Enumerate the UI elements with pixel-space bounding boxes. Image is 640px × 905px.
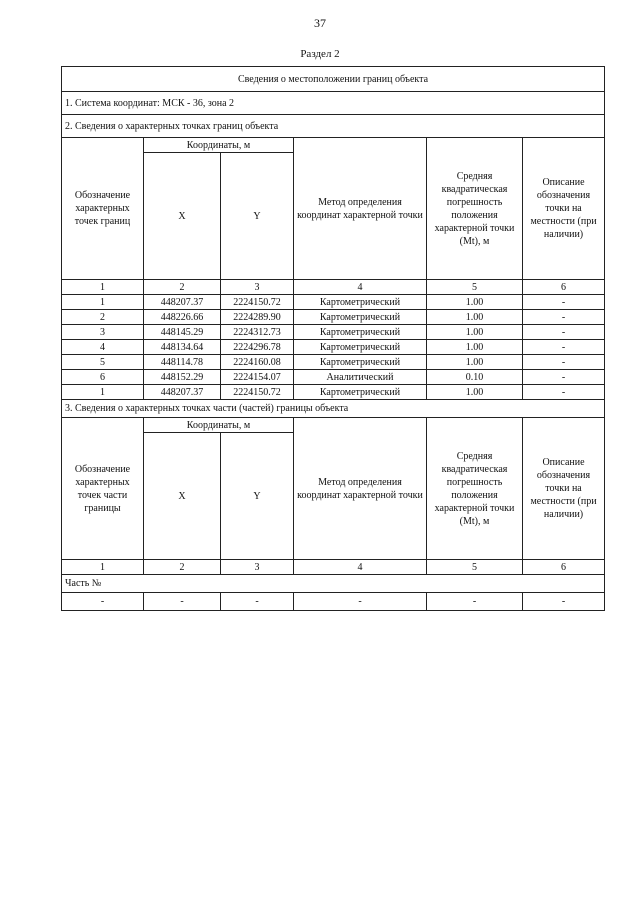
cell-desc: - bbox=[523, 325, 605, 340]
cell-x: 448226.66 bbox=[144, 310, 221, 325]
cell-error: 1.00 bbox=[427, 310, 523, 325]
block1-header-error: Средняя квадратическая погрешность положения характерной точки (Mt), м bbox=[427, 138, 523, 280]
block2-header-error: Средняя квадратическая погрешность положения характерной точки (Mt), м bbox=[427, 418, 523, 560]
col-number: 2 bbox=[144, 560, 221, 575]
cell-error: 1.00 bbox=[427, 385, 523, 400]
table-row bbox=[62, 385, 605, 400]
block1-header-y: Y bbox=[221, 153, 294, 280]
part-label: Часть № bbox=[62, 575, 605, 593]
col-number: 5 bbox=[427, 280, 523, 295]
cell-error: 1.00 bbox=[427, 355, 523, 370]
cell-error: 1.00 bbox=[427, 295, 523, 310]
block2-header-method: Метод определения координат характерной точки bbox=[294, 418, 427, 560]
col-number: 6 bbox=[523, 560, 605, 575]
cell-method: Картометрический bbox=[294, 385, 427, 400]
cell-y: 2224154.07 bbox=[221, 370, 294, 385]
col-number: 4 bbox=[294, 280, 427, 295]
cell-point: 1 bbox=[62, 295, 144, 310]
cell-desc: - bbox=[523, 355, 605, 370]
cell-point: 3 bbox=[62, 325, 144, 340]
cell-point: 4 bbox=[62, 340, 144, 355]
cell-method: Картометрический bbox=[294, 295, 427, 310]
cell-method: Картометрический bbox=[294, 355, 427, 370]
block2-header-y: Y bbox=[221, 433, 294, 560]
cell-x: 448152.29 bbox=[144, 370, 221, 385]
block1-title: 2. Сведения о характерных точках границ объекта bbox=[62, 115, 605, 138]
table-row bbox=[62, 370, 605, 385]
cell-y: 2224312.73 bbox=[221, 325, 294, 340]
block2-col-numbers bbox=[62, 560, 605, 575]
block2-header-coords: Координаты, м bbox=[144, 418, 294, 433]
table-row bbox=[62, 593, 605, 611]
cell-method: - bbox=[294, 593, 427, 611]
cell-desc: - bbox=[523, 310, 605, 325]
cell-x: 448134.64 bbox=[144, 340, 221, 355]
block2-header-x: X bbox=[144, 433, 221, 560]
col-number: 3 bbox=[221, 280, 294, 295]
table-title: Сведения о местоположении границ объекта bbox=[62, 67, 605, 92]
cell-x: 448145.29 bbox=[144, 325, 221, 340]
col-number: 3 bbox=[221, 560, 294, 575]
block1-header-point: Обозначение характерных точек границ bbox=[62, 138, 144, 280]
block1-col-numbers bbox=[62, 280, 605, 295]
cell-x: 448114.78 bbox=[144, 355, 221, 370]
cell-desc: - bbox=[523, 385, 605, 400]
table-row bbox=[62, 310, 605, 325]
coord-system: 1. Система координат: МСК - 36, зона 2 bbox=[62, 92, 605, 115]
table-row bbox=[62, 325, 605, 340]
cell-y: - bbox=[221, 593, 294, 611]
cell-y: 2224160.08 bbox=[221, 355, 294, 370]
cell-error: 1.00 bbox=[427, 325, 523, 340]
page-number: 37 bbox=[314, 16, 326, 30]
cell-desc: - bbox=[523, 295, 605, 310]
block1-header-x: X bbox=[144, 153, 221, 280]
cell-error: 1.00 bbox=[427, 340, 523, 355]
cell-error: - bbox=[427, 593, 523, 611]
block2-header-desc: Описание обозначения точки на местности (при наличии) bbox=[523, 418, 605, 560]
cell-desc: - bbox=[523, 340, 605, 355]
cell-point: - bbox=[62, 593, 144, 611]
cell-desc: - bbox=[523, 370, 605, 385]
col-number: 1 bbox=[62, 560, 144, 575]
cell-point: 2 bbox=[62, 310, 144, 325]
cell-y: 2224150.72 bbox=[221, 385, 294, 400]
cell-point: 1 bbox=[62, 385, 144, 400]
table-row bbox=[62, 295, 605, 310]
block1-header-desc: Описание обозначения точки на местности (при наличии) bbox=[523, 138, 605, 280]
cell-method: Картометрический bbox=[294, 310, 427, 325]
block2-header-point: Обозначение характерных точек части границы bbox=[62, 418, 144, 560]
col-number: 5 bbox=[427, 560, 523, 575]
col-number: 6 bbox=[523, 280, 605, 295]
cell-y: 2224150.72 bbox=[221, 295, 294, 310]
cell-x: 448207.37 bbox=[144, 385, 221, 400]
block2-title: 3. Сведения о характерных точках части (частей) границы объекта bbox=[62, 400, 605, 418]
cell-method: Картометрический bbox=[294, 325, 427, 340]
cell-point: 5 bbox=[62, 355, 144, 370]
cell-desc: - bbox=[523, 593, 605, 611]
table-row bbox=[62, 340, 605, 355]
cell-y: 2224289.90 bbox=[221, 310, 294, 325]
cell-method: Картометрический bbox=[294, 340, 427, 355]
section-title: Раздел 2 bbox=[300, 48, 340, 60]
block1-header-method: Метод определения координат характерной точки bbox=[294, 138, 427, 280]
cell-point: 6 bbox=[62, 370, 144, 385]
col-number: 1 bbox=[62, 280, 144, 295]
cell-method: Аналитический bbox=[294, 370, 427, 385]
col-number: 2 bbox=[144, 280, 221, 295]
cell-y: 2224296.78 bbox=[221, 340, 294, 355]
block1-header-coords: Координаты, м bbox=[144, 138, 294, 153]
table-row bbox=[62, 355, 605, 370]
cell-error: 0.10 bbox=[427, 370, 523, 385]
cell-x: 448207.37 bbox=[144, 295, 221, 310]
cell-x: - bbox=[144, 593, 221, 611]
col-number: 4 bbox=[294, 560, 427, 575]
boundary-table bbox=[61, 66, 605, 611]
